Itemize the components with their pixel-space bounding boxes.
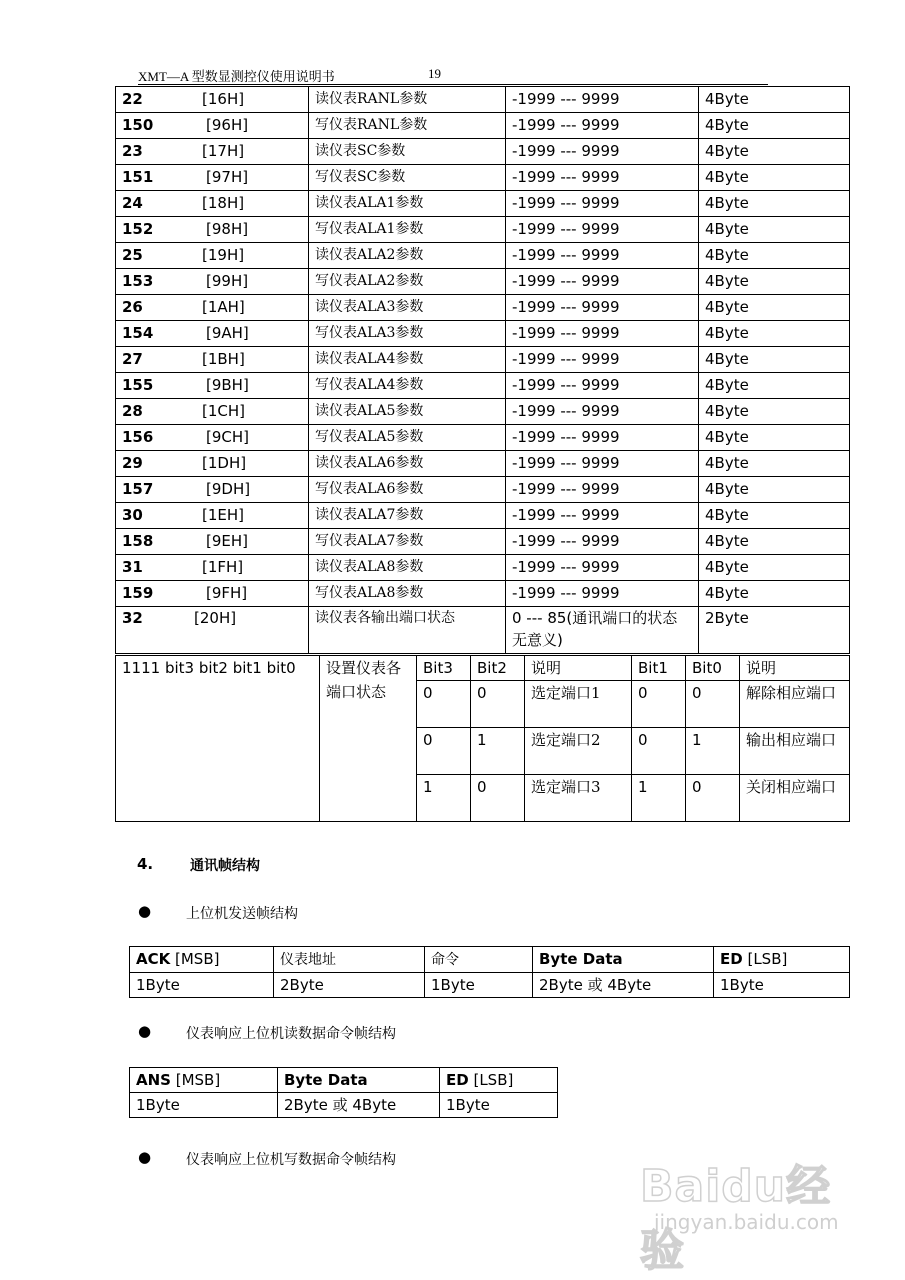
command-desc: 写仪表ALA7参数	[309, 529, 506, 555]
command-range: -1999 --- 9999	[506, 477, 699, 503]
command-code-cell	[116, 607, 309, 654]
command-range: -1999 --- 9999	[506, 217, 699, 243]
command-desc: 读仪表SC参数	[309, 139, 506, 165]
command-hex: [9DH]	[206, 480, 251, 498]
command-hex: [9EH]	[206, 532, 249, 550]
command-hex: [1FH]	[202, 558, 244, 576]
command-code-cell	[116, 269, 309, 295]
command-code: 23	[122, 142, 143, 160]
page-header	[138, 66, 768, 85]
table-row	[116, 451, 850, 477]
command-size: 4Byte	[699, 399, 850, 425]
command-size: 4Byte	[699, 191, 850, 217]
table-row	[116, 321, 850, 347]
table-row	[116, 555, 850, 581]
command-range: -1999 --- 9999	[506, 503, 699, 529]
command-code: 31	[122, 558, 143, 576]
command-desc: 读仪表ALA6参数	[309, 451, 506, 477]
bits-cell: 解除相应端口	[740, 681, 850, 728]
host-send-frame-table	[129, 946, 850, 998]
bullet-text: 仪表响应上位机读数据命令帧结构	[186, 1026, 396, 1042]
command-code-cell	[116, 243, 309, 269]
command-range: -1999 --- 9999	[506, 451, 699, 477]
command-code-cell	[116, 373, 309, 399]
command-code-cell	[116, 451, 309, 477]
command-code-cell	[116, 529, 309, 555]
table-row	[116, 347, 850, 373]
page-number: 19	[428, 66, 441, 81]
frame-value-cell: 1Byte	[425, 973, 533, 998]
frame-header-cell	[714, 947, 850, 973]
command-code: 22	[122, 90, 143, 108]
command-range: -1999 --- 9999	[506, 87, 699, 113]
frame-header-cell	[130, 947, 274, 973]
command-hex: [9AH]	[206, 324, 249, 342]
command-size: 4Byte	[699, 373, 850, 399]
watermark-logo: Baidu经验	[640, 1161, 832, 1276]
command-code-cell	[116, 113, 309, 139]
table-row	[116, 373, 850, 399]
frame-field-note: [MSB]	[170, 950, 220, 968]
command-code: 159	[122, 584, 154, 602]
command-size: 4Byte	[699, 217, 850, 243]
command-desc: 读仪表ALA5参数	[309, 399, 506, 425]
command-hex: [98H]	[206, 220, 249, 238]
command-desc: 读仪表ALA7参数	[309, 503, 506, 529]
command-size: 4Byte	[699, 477, 850, 503]
frame-field-name: Byte Data	[284, 1071, 368, 1089]
command-code: 154	[122, 324, 154, 342]
command-code: 157	[122, 480, 154, 498]
command-size: 4Byte	[699, 243, 850, 269]
command-hex: [20H]	[194, 609, 237, 627]
bits-code: 1111 bit3 bit2 bit1 bit0	[116, 656, 320, 822]
frame-header-cell	[425, 947, 533, 973]
bits-cell: 0	[471, 681, 525, 728]
command-desc: 读仪表ALA3参数	[309, 295, 506, 321]
command-code: 30	[122, 506, 143, 524]
bits-cell: 0	[632, 681, 686, 728]
bullet-icon: ●	[138, 902, 152, 920]
bits-cell: 关闭相应端口	[740, 775, 850, 822]
command-desc: 读仪表ALA2参数	[309, 243, 506, 269]
table-row	[116, 217, 850, 243]
command-range: -1999 --- 9999	[506, 347, 699, 373]
command-size: 4Byte	[699, 503, 850, 529]
frame-value-cell: 2Byte	[274, 973, 425, 998]
frame-value-cell: 1Byte	[440, 1093, 558, 1118]
command-desc: 读仪表ALA4参数	[309, 347, 506, 373]
table-row	[116, 425, 850, 451]
command-code: 29	[122, 454, 143, 472]
command-code-cell	[116, 503, 309, 529]
table-row	[116, 139, 850, 165]
command-size: 4Byte	[699, 87, 850, 113]
frame-header-cell	[533, 947, 714, 973]
command-desc: 写仪表ALA4参数	[309, 373, 506, 399]
bits-header-cell: Bit0	[686, 656, 740, 681]
frame-field-name: Byte Data	[539, 950, 623, 968]
command-hex: [1DH]	[202, 454, 247, 472]
bits-header-cell: 说明	[740, 656, 850, 681]
table-row	[116, 656, 850, 681]
command-code: 152	[122, 220, 154, 238]
baidu-watermark	[640, 1150, 860, 1276]
command-table	[115, 86, 850, 654]
command-range: -1999 --- 9999	[506, 529, 699, 555]
frame-field-name: ACK	[136, 950, 171, 968]
command-size: 4Byte	[699, 347, 850, 373]
command-desc: 写仪表ALA8参数	[309, 581, 506, 607]
table-row	[116, 87, 850, 113]
command-size: 4Byte	[699, 529, 850, 555]
read-response-frame-table	[129, 1067, 558, 1118]
command-desc: 读仪表各输出端口状态	[309, 607, 506, 654]
table-row	[130, 1093, 558, 1118]
command-range: -1999 --- 9999	[506, 581, 699, 607]
command-code: 150	[122, 116, 154, 134]
command-code: 24	[122, 194, 143, 212]
command-range: -1999 --- 9999	[506, 425, 699, 451]
command-range: -1999 --- 9999	[506, 399, 699, 425]
command-size: 4Byte	[699, 451, 850, 477]
command-size: 4Byte	[699, 269, 850, 295]
command-code: 25	[122, 246, 143, 264]
document-title: XMT—A 型数显测控仪使用说明书	[138, 69, 335, 84]
table-row	[116, 399, 850, 425]
command-hex: [97H]	[206, 168, 249, 186]
table-row	[116, 295, 850, 321]
command-desc: 写仪表ALA1参数	[309, 217, 506, 243]
command-hex: [1AH]	[202, 298, 245, 316]
command-code-cell	[116, 217, 309, 243]
bits-header-cell: Bit3	[417, 656, 471, 681]
command-range: -1999 --- 9999	[506, 321, 699, 347]
command-code: 156	[122, 428, 154, 446]
bits-cell: 0	[686, 775, 740, 822]
command-size: 4Byte	[699, 555, 850, 581]
command-code-cell	[116, 321, 309, 347]
frame-value-cell: 1Byte	[714, 973, 850, 998]
table-row	[116, 165, 850, 191]
command-desc: 读仪表ALA8参数	[309, 555, 506, 581]
command-code-cell	[116, 581, 309, 607]
table-row	[130, 973, 850, 998]
frame-value-cell: 2Byte 或 4Byte	[533, 973, 714, 998]
frame-field-note: [LSB]	[468, 1071, 514, 1089]
command-desc: 读仪表RANL参数	[309, 87, 506, 113]
frame-value-cell: 2Byte 或 4Byte	[278, 1093, 440, 1118]
command-desc: 写仪表SC参数	[309, 165, 506, 191]
command-hex: [17H]	[202, 142, 245, 160]
frame-value-cell: 1Byte	[130, 1093, 278, 1118]
command-code-cell	[116, 87, 309, 113]
table-row	[116, 529, 850, 555]
command-code-cell	[116, 425, 309, 451]
command-code-cell	[116, 139, 309, 165]
frame-field-name: ED	[720, 950, 743, 968]
table-row	[116, 243, 850, 269]
table-row	[130, 947, 850, 973]
table-row	[116, 581, 850, 607]
frame-header-cell	[274, 947, 425, 973]
bits-cell: 输出相应端口	[740, 728, 850, 775]
command-size: 4Byte	[699, 113, 850, 139]
frame-field-name: ANS	[136, 1071, 171, 1089]
frame-header-cell	[278, 1068, 440, 1093]
command-range: -1999 --- 9999	[506, 165, 699, 191]
command-hex: [1EH]	[202, 506, 245, 524]
command-code-cell	[116, 399, 309, 425]
command-hex: [1CH]	[202, 402, 246, 420]
frame-header-cell	[440, 1068, 558, 1093]
command-desc: 写仪表RANL参数	[309, 113, 506, 139]
bits-header-cell: 说明	[525, 656, 632, 681]
frame-field-note: 命令	[431, 952, 459, 968]
bullet-text: 仪表响应上位机写数据命令帧结构	[186, 1152, 396, 1168]
bits-cell: 0	[417, 681, 471, 728]
command-code-cell	[116, 191, 309, 217]
bits-header-cell: Bit1	[632, 656, 686, 681]
frame-field-note: 仪表地址	[280, 952, 336, 968]
command-range: -1999 --- 9999	[506, 113, 699, 139]
command-code: 26	[122, 298, 143, 316]
table-row	[116, 191, 850, 217]
command-code-cell	[116, 555, 309, 581]
bits-cell: 0	[471, 775, 525, 822]
command-desc: 读仪表ALA1参数	[309, 191, 506, 217]
command-hex: [1BH]	[202, 350, 245, 368]
table-row	[116, 503, 850, 529]
command-code-cell	[116, 477, 309, 503]
command-range: -1999 --- 9999	[506, 555, 699, 581]
table-row	[116, 607, 850, 654]
command-code-cell	[116, 347, 309, 373]
bits-cell: 0	[686, 681, 740, 728]
command-desc: 写仪表ALA6参数	[309, 477, 506, 503]
bullet-icon: ●	[138, 1022, 152, 1040]
bits-cell: 1	[632, 775, 686, 822]
command-code: 158	[122, 532, 154, 550]
command-code: 32	[122, 609, 143, 627]
command-range: 0 --- 85(通讯端口的状态无意义)	[506, 607, 699, 654]
command-hex: [9CH]	[206, 428, 250, 446]
command-hex: [19H]	[202, 246, 245, 264]
frame-value-cell: 1Byte	[130, 973, 274, 998]
command-code-cell	[116, 165, 309, 191]
frame-header-cell	[130, 1068, 278, 1093]
command-size: 4Byte	[699, 425, 850, 451]
bits-cell: 选定端口1	[525, 681, 632, 728]
bullet-icon: ●	[138, 1148, 152, 1166]
frame-field-note: [MSB]	[170, 1071, 221, 1089]
command-hex: [9FH]	[206, 584, 248, 602]
command-size: 4Byte	[699, 321, 850, 347]
command-desc: 写仪表ALA5参数	[309, 425, 506, 451]
command-hex: [99H]	[206, 272, 249, 290]
command-hex: [16H]	[202, 90, 245, 108]
bits-cell: 0	[417, 728, 471, 775]
command-range: -1999 --- 9999	[506, 295, 699, 321]
bits-cell: 1	[471, 728, 525, 775]
command-code: 151	[122, 168, 154, 186]
table-row	[116, 113, 850, 139]
command-size: 4Byte	[699, 165, 850, 191]
frame-field-note: [LSB]	[742, 950, 788, 968]
command-hex: [9BH]	[206, 376, 249, 394]
command-range: -1999 --- 9999	[506, 373, 699, 399]
table-row	[116, 477, 850, 503]
command-range: -1999 --- 9999	[506, 269, 699, 295]
command-desc: 写仪表ALA3参数	[309, 321, 506, 347]
section-number: 4.	[137, 855, 154, 873]
command-code: 27	[122, 350, 143, 368]
frame-field-name: ED	[446, 1071, 469, 1089]
command-desc: 写仪表ALA2参数	[309, 269, 506, 295]
command-code: 153	[122, 272, 154, 290]
command-code-cell	[116, 295, 309, 321]
command-range: -1999 --- 9999	[506, 243, 699, 269]
bits-cell: 0	[632, 728, 686, 775]
command-size: 2Byte	[699, 607, 850, 654]
command-range: -1999 --- 9999	[506, 139, 699, 165]
bits-cell: 选定端口2	[525, 728, 632, 775]
command-size: 4Byte	[699, 581, 850, 607]
watermark-url: jingyan.baidu.com	[654, 1210, 839, 1234]
command-size: 4Byte	[699, 295, 850, 321]
command-range: -1999 --- 9999	[506, 191, 699, 217]
command-code: 155	[122, 376, 154, 394]
bits-cell: 1	[686, 728, 740, 775]
command-code: 28	[122, 402, 143, 420]
bits-desc: 设置仪表各端口状态	[320, 656, 417, 822]
section-title: 通讯帧结构	[190, 858, 260, 874]
bullet-text: 上位机发送帧结构	[186, 906, 298, 922]
port-bits-table	[115, 655, 850, 822]
command-size: 4Byte	[699, 139, 850, 165]
table-row	[116, 269, 850, 295]
command-hex: [18H]	[202, 194, 245, 212]
table-row	[130, 1068, 558, 1093]
bits-cell: 选定端口3	[525, 775, 632, 822]
command-hex: [96H]	[206, 116, 249, 134]
bits-cell: 1	[417, 775, 471, 822]
bits-header-cell: Bit2	[471, 656, 525, 681]
